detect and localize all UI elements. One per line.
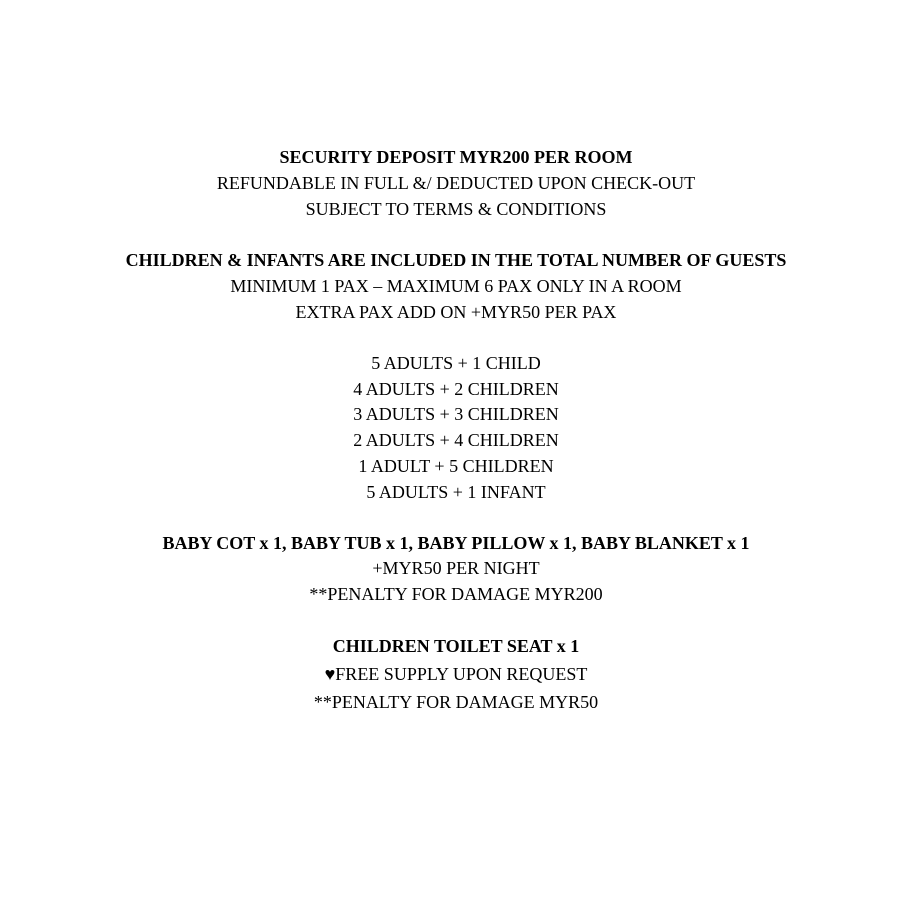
guests-limit-text: MINIMUM 1 PAX – MAXIMUM 6 PAX ONLY IN A ROOM [230,276,682,296]
guest-combination: 4 ADULTS + 2 CHILDREN [353,379,559,399]
guest-combination: 1 ADULT + 5 CHILDREN [358,456,554,476]
guest-combination: 5 ADULTS + 1 CHILD [371,353,541,373]
security-deposit-heading: SECURITY DEPOSIT MYR200 PER ROOM [279,147,633,167]
toilet-seat-penalty: **PENALTY FOR DAMAGE MYR50 [313,692,599,712]
toilet-seat-heading: CHILDREN TOILET SEAT x 1 [332,636,580,656]
baby-items-heading: BABY COT x 1, BABY TUB x 1, BABY PILLOW x 1, BABY BLANKET x 1 [162,533,750,553]
toilet-seat-free-text: ♥FREE SUPPLY UPON REQUEST [324,664,588,684]
guest-combination: 5 ADULTS + 1 INFANT [366,482,546,502]
baby-items-price: +MYR50 PER NIGHT [372,558,540,578]
extra-pax-text: EXTRA PAX ADD ON +MYR50 PER PAX [295,302,617,322]
guest-combination: 2 ADULTS + 4 CHILDREN [353,430,559,450]
baby-items-penalty: **PENALTY FOR DAMAGE MYR200 [309,584,603,604]
deposit-refund-text: REFUNDABLE IN FULL &/ DEDUCTED UPON CHECK-OUT [216,173,696,193]
guest-combination: 3 ADULTS + 3 CHILDREN [353,404,559,424]
deposit-terms-text: SUBJECT TO TERMS & CONDITIONS [305,199,607,219]
guests-heading: CHILDREN & INFANTS ARE INCLUDED IN THE TOTAL NUMBER OF GUESTS [125,250,787,270]
